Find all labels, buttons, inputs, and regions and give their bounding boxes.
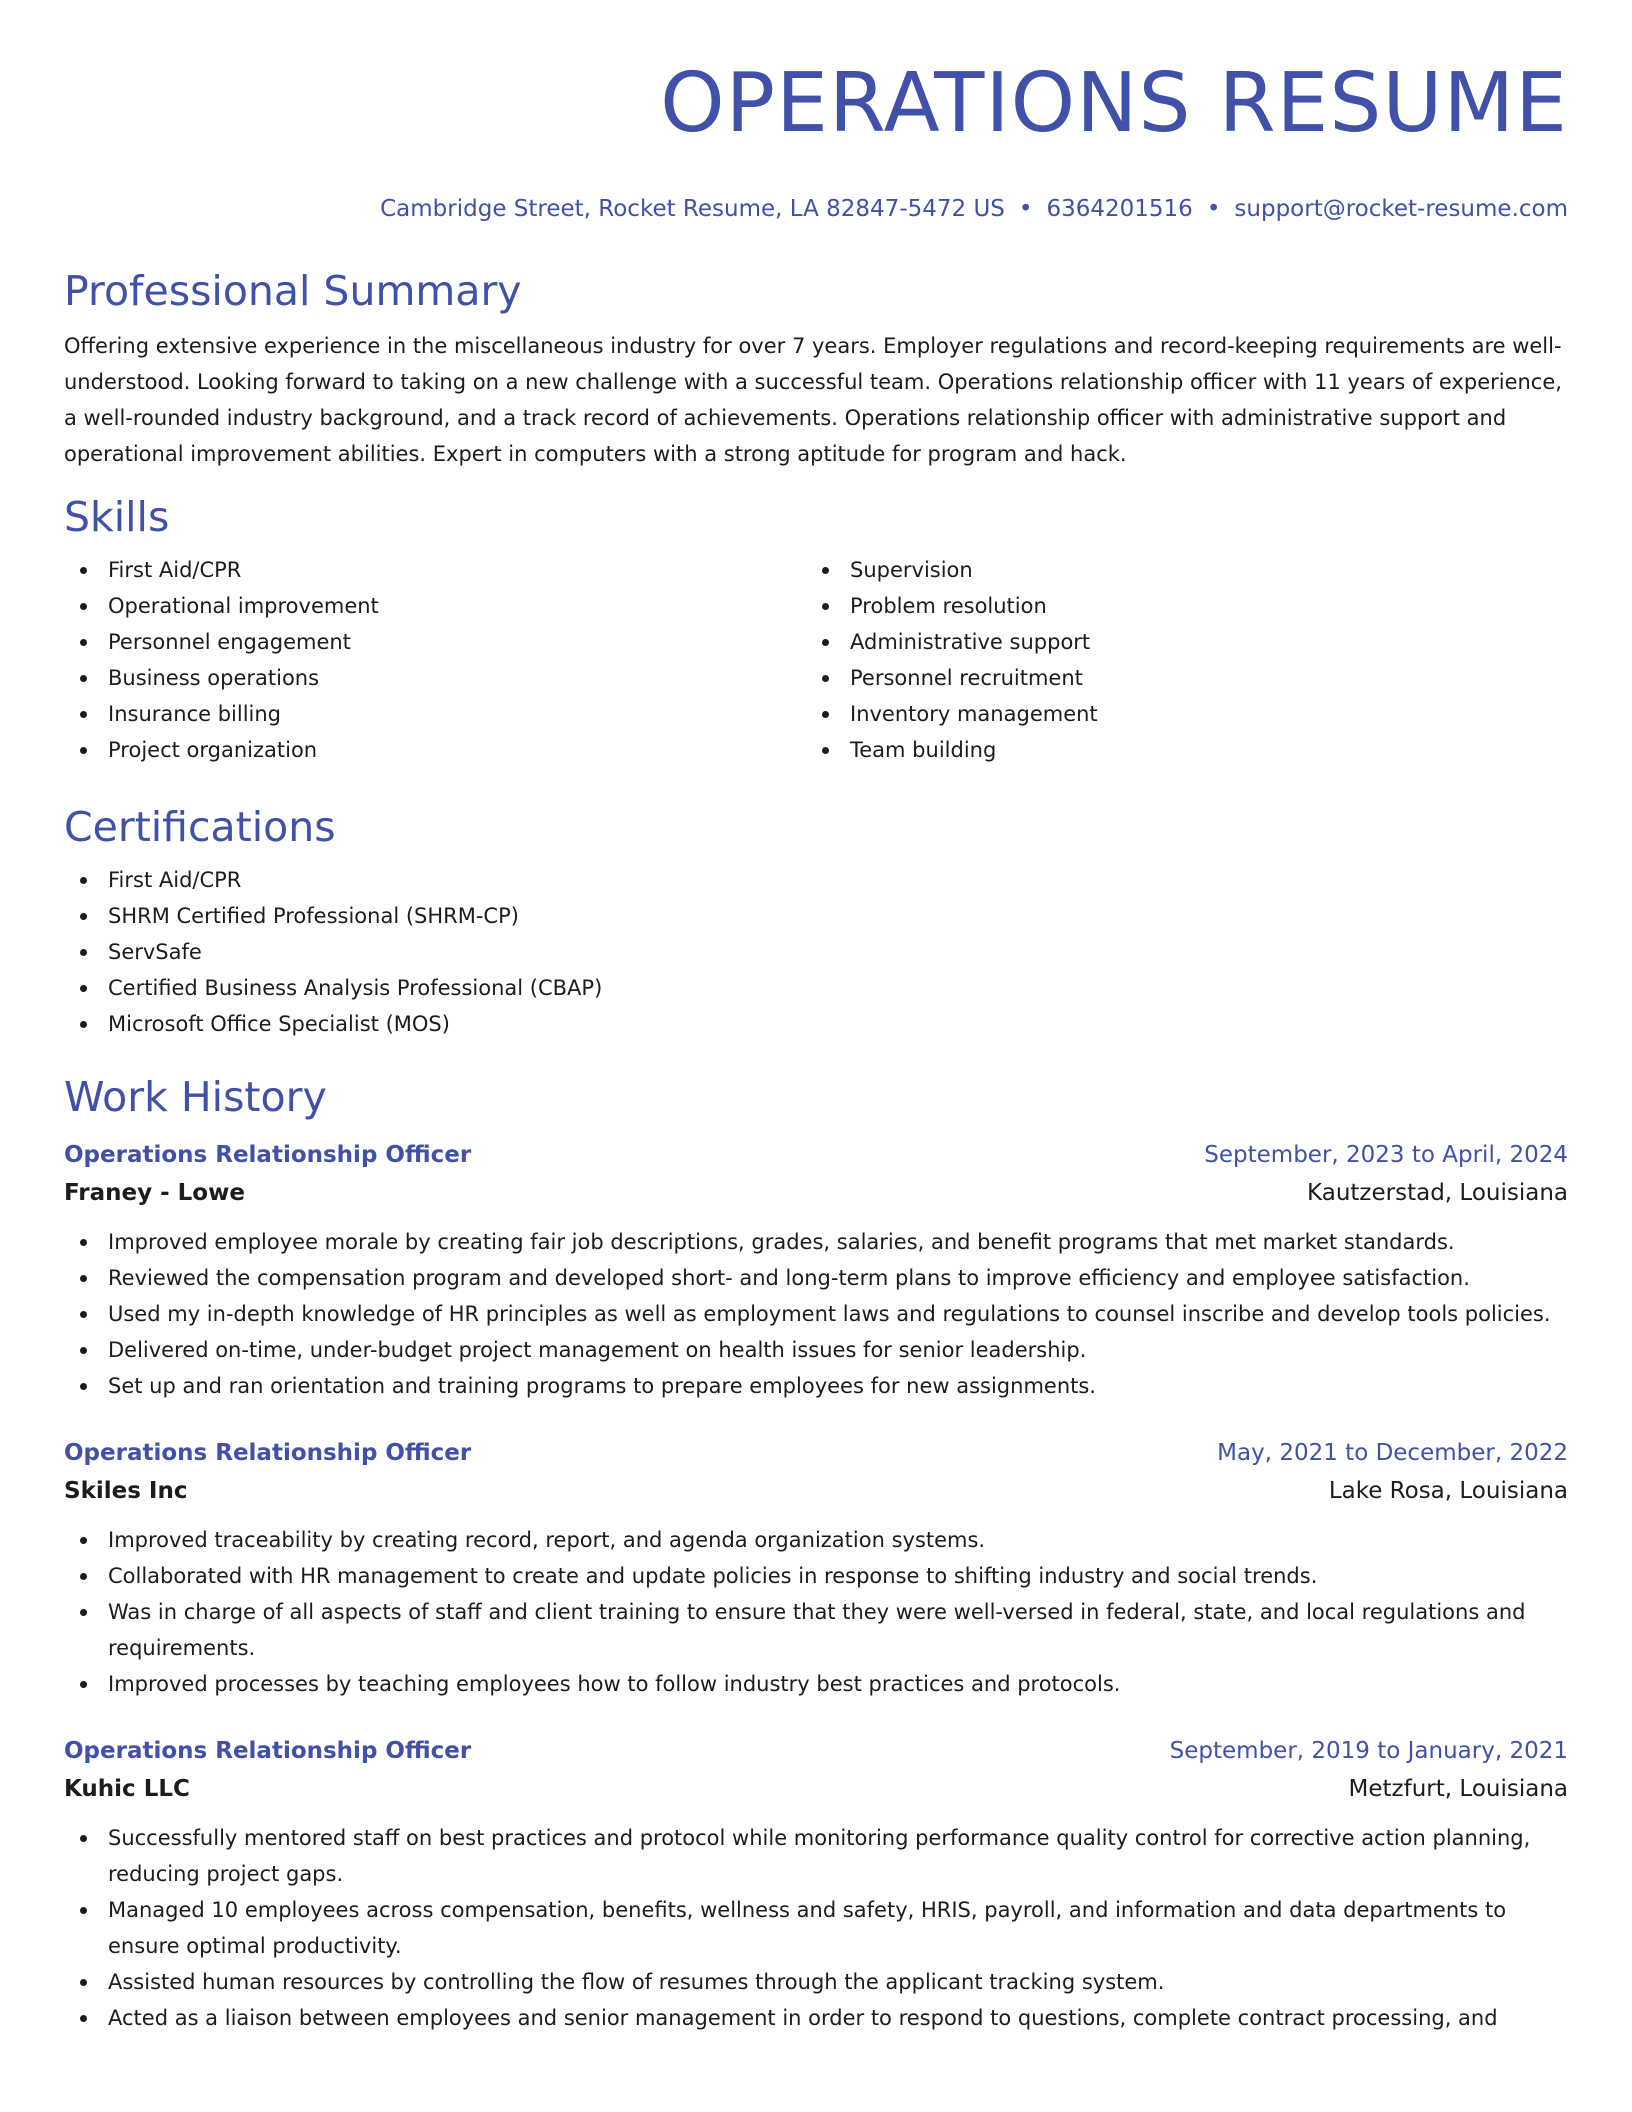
work-history-section bbox=[64, 1072, 1568, 2036]
skill-item: Administrative support bbox=[806, 624, 1548, 660]
contact-address: Cambridge Street, Rocket Resume, LA 82847-5472 US bbox=[380, 196, 1005, 222]
resume-name: OPERATIONS RESUME bbox=[660, 56, 1568, 151]
contact-email: support@rocket-resume.com bbox=[1234, 196, 1568, 222]
job-location: Lake Rosa, Louisiana bbox=[1328, 1478, 1568, 1504]
job-bullets bbox=[64, 1522, 1568, 1702]
skill-item: Personnel recruitment bbox=[806, 660, 1548, 696]
certifications-list bbox=[64, 862, 1568, 1042]
skills-section bbox=[64, 492, 1568, 768]
certifications-section bbox=[64, 802, 1568, 1042]
skills-column-right bbox=[806, 552, 1548, 768]
section-title: Work History bbox=[64, 1073, 327, 1121]
skill-item: Insurance billing bbox=[64, 696, 806, 732]
job-title: Operations Relationship Officer bbox=[64, 1142, 472, 1168]
job-dates: September, 2019 to January, 2021 bbox=[1169, 1738, 1568, 1764]
certification-item: Microsoft Office Specialist (MOS) bbox=[64, 1006, 1568, 1042]
job-bullet: Reviewed the compensation program and developed short- and long-term plans to improve efficiency and employee satisfaction. bbox=[64, 1260, 1568, 1296]
job-entry bbox=[64, 1434, 1568, 1702]
certification-item: First Aid/CPR bbox=[64, 862, 1568, 898]
job-location: Kautzerstad, Louisiana bbox=[1307, 1180, 1568, 1206]
section-title: Professional Summary bbox=[64, 267, 522, 315]
skills-list-right bbox=[806, 552, 1548, 768]
skills-list-left bbox=[64, 552, 806, 768]
job-bullet: Acted as a liaison between employees and senior management in order to respond to questions, complete contract processing, and bbox=[64, 2000, 1568, 2036]
job-bullet: Successfully mentored staff on best practices and protocol while monitoring performance quality control for corrective action planning, reducing project gaps. bbox=[64, 1820, 1568, 1892]
skills-column-left bbox=[64, 552, 806, 768]
skill-item: Team building bbox=[806, 732, 1548, 768]
job-location: Metzfurt, Louisiana bbox=[1348, 1776, 1568, 1802]
contact-separator: • bbox=[1018, 196, 1033, 222]
job-heading-row bbox=[64, 1136, 1568, 1174]
job-bullet: Assisted human resources by controlling the flow of resumes through the applicant tracking system. bbox=[64, 1964, 1568, 2000]
job-bullet: Collaborated with HR management to create and update policies in response to shifting industry and social trends. bbox=[64, 1558, 1568, 1594]
job-company: Franey - Lowe bbox=[64, 1180, 245, 1206]
job-dates: May, 2021 to December, 2022 bbox=[1217, 1440, 1568, 1466]
job-company: Skiles Inc bbox=[64, 1478, 188, 1504]
skill-item: Personnel engagement bbox=[64, 624, 806, 660]
job-company: Kuhic LLC bbox=[64, 1776, 190, 1802]
skill-item: Operational improvement bbox=[64, 588, 806, 624]
job-heading-row bbox=[64, 1732, 1568, 1770]
contact-line bbox=[64, 194, 1568, 224]
skill-item: Problem resolution bbox=[806, 588, 1548, 624]
professional-summary-section bbox=[64, 266, 1568, 472]
job-bullet: Improved employee morale by creating fair job descriptions, grades, salaries, and benefit programs that met market standards. bbox=[64, 1224, 1568, 1260]
job-entry bbox=[64, 1732, 1568, 2036]
job-bullet: Set up and ran orientation and training programs to prepare employees for new assignments. bbox=[64, 1368, 1568, 1404]
job-title: Operations Relationship Officer bbox=[64, 1738, 472, 1764]
job-bullet: Delivered on-time, under-budget project management on health issues for senior leadership. bbox=[64, 1332, 1568, 1368]
job-bullet: Used my in-depth knowledge of HR principles as well as employment laws and regulations to counsel inscribe and develop tools policies. bbox=[64, 1296, 1568, 1332]
contact-phone: 6364201516 bbox=[1046, 196, 1193, 222]
job-company-row bbox=[64, 1174, 1568, 1212]
job-bullet: Improved traceability by creating record, report, and agenda organization systems. bbox=[64, 1522, 1568, 1558]
job-bullets bbox=[64, 1224, 1568, 1404]
job-dates: September, 2023 to April, 2024 bbox=[1204, 1142, 1568, 1168]
job-bullets bbox=[64, 1820, 1568, 2036]
section-title: Skills bbox=[64, 493, 170, 541]
summary-text: Offering extensive experience in the miscellaneous industry for over 7 years. Employer regulations and record-keeping requirements are well-understood. Looking forward to taking on a new challenge with a successful team. Operations relationship officer with 11 years of experience, a well-rounded industry background, and a track record of achievements. Operations relationship officer with administrative support and operational improvement abilities. Expert in computers with a strong aptitude for program and hack. bbox=[64, 334, 1562, 466]
job-bullet: Managed 10 employees across compensation, benefits, wellness and safety, HRIS, payroll, and information and data departments to ensure optimal productivity. bbox=[64, 1892, 1568, 1964]
contact-separator: • bbox=[1206, 196, 1221, 222]
section-title: Certifications bbox=[64, 803, 336, 851]
job-company-row bbox=[64, 1770, 1568, 1808]
certification-item: Certified Business Analysis Professional (CBAP) bbox=[64, 970, 1568, 1006]
certification-item: ServSafe bbox=[64, 934, 1568, 970]
skill-item: Supervision bbox=[806, 552, 1548, 588]
job-company-row bbox=[64, 1472, 1568, 1510]
job-entry bbox=[64, 1136, 1568, 1404]
skill-item: Business operations bbox=[64, 660, 806, 696]
skill-item: Inventory management bbox=[806, 696, 1548, 732]
job-bullet: Improved processes by teaching employees how to follow industry best practices and protocols. bbox=[64, 1666, 1568, 1702]
job-heading-row bbox=[64, 1434, 1568, 1472]
certification-item: SHRM Certified Professional (SHRM-CP) bbox=[64, 898, 1568, 934]
skill-item: First Aid/CPR bbox=[64, 552, 806, 588]
resume-page bbox=[64, 0, 1568, 2036]
resume-header bbox=[64, 0, 1568, 224]
skills-grid bbox=[64, 552, 1568, 768]
job-bullet: Was in charge of all aspects of staff and client training to ensure that they were well-versed in federal, state, and local regulations and requirements. bbox=[64, 1594, 1568, 1666]
skill-item: Project organization bbox=[64, 732, 806, 768]
job-title: Operations Relationship Officer bbox=[64, 1440, 472, 1466]
